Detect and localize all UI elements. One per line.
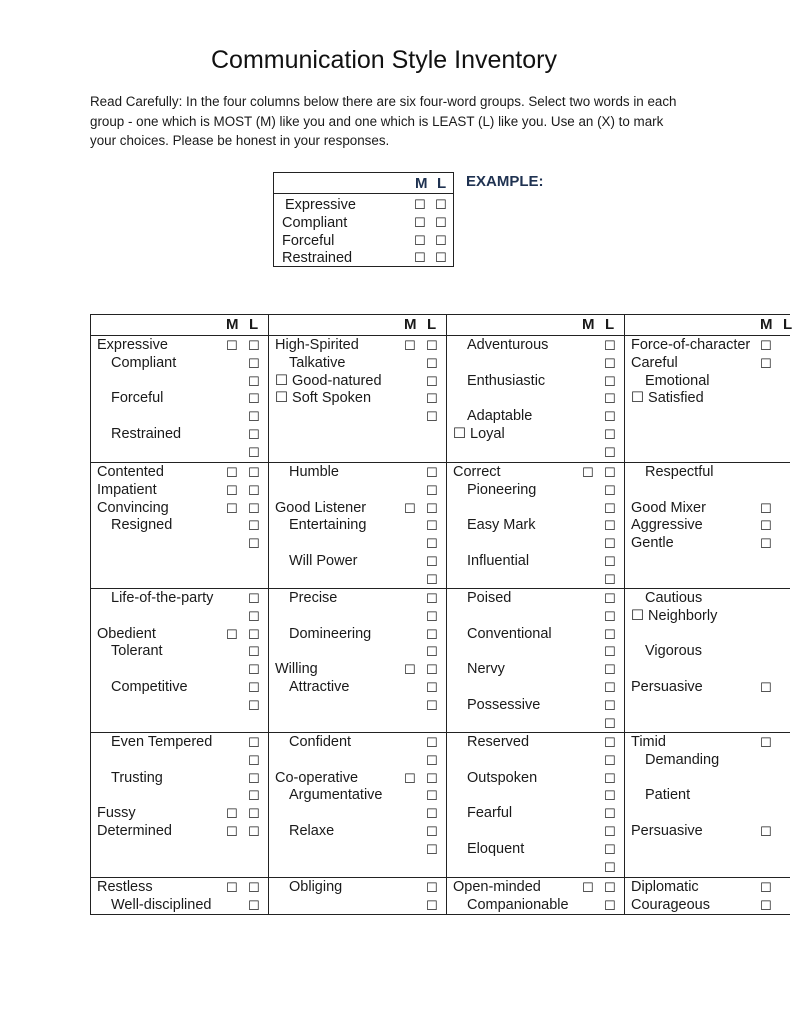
word-option: Timid <box>631 734 666 750</box>
word-option: Willing <box>275 661 318 678</box>
grid-row-line <box>90 588 790 589</box>
example-checkbox-least[interactable]: ☐ <box>435 233 447 248</box>
word-option: Gentle <box>631 535 674 552</box>
checkbox-least[interactable]: ☐ <box>248 591 260 606</box>
word-option: Well-disciplined <box>111 896 212 913</box>
checkbox-least[interactable]: ☐ <box>426 897 438 913</box>
checkbox-most[interactable]: ☐ <box>226 500 238 516</box>
checkbox-least[interactable]: ☐ <box>604 697 616 713</box>
checkbox-most[interactable]: ☐ <box>760 355 772 371</box>
checkbox-least[interactable]: ☐ <box>604 482 616 498</box>
checkbox-least[interactable]: ☐ <box>248 500 260 516</box>
checkbox-most[interactable]: ☐ <box>760 500 772 516</box>
word-option: Attractive <box>289 679 350 695</box>
word-option: Resigned <box>111 517 173 534</box>
example-row <box>274 249 453 267</box>
checkbox-least[interactable]: ☐ <box>426 806 438 822</box>
word-option: Nervy <box>467 661 505 678</box>
word-option: Expressive <box>97 337 168 353</box>
checkbox-least[interactable]: ☐ <box>248 788 260 804</box>
checkbox-least[interactable]: ☐ <box>426 788 438 804</box>
word-option: Vigorous <box>645 643 702 660</box>
checkbox-least[interactable]: ☐ <box>248 536 260 552</box>
word-option: Careful <box>631 354 678 371</box>
checkbox-least[interactable]: ☐ <box>426 752 438 768</box>
checkbox-most[interactable]: ☐ <box>404 662 416 678</box>
word-option: Influential <box>467 553 530 569</box>
word-option: Will Power <box>289 553 358 569</box>
checkbox-least[interactable]: ☐ <box>426 770 438 786</box>
word-option: Easy Mark <box>467 517 536 534</box>
example-word: Forceful <box>282 233 335 249</box>
word-option: Companionable <box>467 896 569 913</box>
checkbox-least[interactable]: ☐ <box>248 608 260 624</box>
checkbox-least[interactable]: ☐ <box>248 880 260 895</box>
checkbox-least[interactable]: ☐ <box>426 662 438 678</box>
checkbox-least[interactable]: ☐ <box>604 373 616 389</box>
word-group <box>626 734 772 876</box>
word-option: Argumentative <box>289 787 383 804</box>
word-option: Forceful <box>111 390 164 407</box>
checkbox-least[interactable]: ☐ <box>604 518 616 534</box>
word-option: Outspoken <box>467 769 538 786</box>
checkbox-least[interactable]: ☐ <box>248 373 260 389</box>
column-header-l: L <box>783 316 792 333</box>
word-option: Persuasive <box>631 823 703 839</box>
example-label: EXAMPLE: <box>466 173 544 190</box>
word-option: Force-of-character <box>631 337 751 353</box>
checkbox-least[interactable]: ☐ <box>426 391 438 407</box>
word-option: Cautious <box>645 590 703 606</box>
checkbox-least[interactable]: ☐ <box>426 518 438 534</box>
checkbox-least[interactable]: ☐ <box>426 841 438 857</box>
word-option: Respectful <box>645 464 714 480</box>
checkbox-least[interactable]: ☐ <box>426 500 438 516</box>
checkbox-most[interactable]: ☐ <box>582 880 594 895</box>
checkbox-most[interactable]: ☐ <box>226 338 238 353</box>
word-option: Competitive <box>111 679 188 695</box>
checkbox-most[interactable]: ☐ <box>404 500 416 516</box>
example-checkbox-least[interactable]: ☐ <box>435 197 447 212</box>
checkbox-least[interactable]: ☐ <box>604 608 616 624</box>
checkbox-most[interactable]: ☐ <box>760 338 772 353</box>
checkbox-least[interactable]: ☐ <box>604 770 616 786</box>
word-option: Adaptable <box>467 408 533 425</box>
example-row <box>274 196 453 214</box>
word-option: Restless <box>97 879 153 895</box>
word-option: Possessive <box>467 696 541 713</box>
word-option: Obedient <box>97 625 156 642</box>
word-group <box>270 734 444 876</box>
checkbox-least[interactable]: ☐ <box>604 626 616 642</box>
checkbox-least[interactable]: ☐ <box>604 644 616 660</box>
word-option: Patient <box>645 787 691 804</box>
checkbox-least[interactable]: ☐ <box>426 482 438 498</box>
checkbox-least[interactable]: ☐ <box>604 465 616 480</box>
instructions-text: Read Carefully: In the four columns below there are six four-word groups. Select two words in each group - one which is MOST (M) like you and one which is LEAST (L) like you. Use an (X) to mark your choices. Please be honest in your responses. <box>90 94 677 148</box>
checkbox-least[interactable]: ☐ <box>248 680 260 695</box>
checkbox-least[interactable]: ☐ <box>248 518 260 534</box>
word-group <box>626 337 772 461</box>
word-option: Adventurous <box>467 337 549 353</box>
checkbox-least[interactable]: ☐ <box>248 897 260 913</box>
checkbox-least[interactable]: ☐ <box>604 680 616 695</box>
checkbox-least[interactable]: ☐ <box>426 680 438 695</box>
checkbox-least[interactable]: ☐ <box>604 897 616 913</box>
word-option: Diplomatic <box>631 879 699 895</box>
checkbox-least[interactable]: ☐ <box>604 752 616 768</box>
example-checkbox-least[interactable]: ☐ <box>435 250 447 265</box>
checkbox-least[interactable]: ☐ <box>426 697 438 713</box>
checkbox-least[interactable]: ☐ <box>248 697 260 713</box>
word-option: Pioneering <box>467 481 537 498</box>
checkbox-least[interactable]: ☐ <box>604 500 616 516</box>
grid-column-line <box>446 314 447 914</box>
word-option: Reserved <box>467 734 530 750</box>
example-header <box>274 173 453 194</box>
checkbox-most[interactable]: ☐ <box>760 518 772 534</box>
checkbox-least[interactable]: ☐ <box>426 536 438 552</box>
word-group <box>92 464 266 587</box>
word-option: Conventional <box>467 625 552 642</box>
checkbox-most[interactable]: ☐ <box>760 880 772 895</box>
example-word: Restrained <box>282 250 353 266</box>
checkbox-least[interactable]: ☐ <box>426 735 438 750</box>
checkbox-least[interactable]: ☐ <box>248 770 260 786</box>
grid-row-line <box>90 732 790 733</box>
grid-column-line <box>268 314 269 914</box>
word-option: Eloquent <box>467 840 525 857</box>
word-option: Co-operative <box>275 769 359 786</box>
example-header-l: L <box>437 175 447 192</box>
example-checkbox-most[interactable]: ☐ <box>414 250 426 265</box>
word-option: Emotional <box>645 372 710 389</box>
column-header-m: M <box>582 316 595 333</box>
checkbox-least[interactable]: ☐ <box>248 338 260 353</box>
checkbox-least[interactable]: ☐ <box>426 355 438 371</box>
checkbox-most[interactable]: ☐ <box>226 880 238 895</box>
example-row <box>274 232 453 250</box>
word-option: Life-of-the-party <box>111 590 214 606</box>
word-group <box>92 337 266 461</box>
column-header-l: L <box>427 316 437 333</box>
checkbox-least[interactable]: ☐ <box>248 444 260 460</box>
example-row <box>274 214 453 232</box>
word-group <box>448 734 622 876</box>
checkbox-least[interactable]: ☐ <box>426 373 438 389</box>
example-checkbox-most[interactable]: ☐ <box>414 197 426 212</box>
checkbox-most[interactable]: ☐ <box>226 465 238 480</box>
checkbox-least[interactable]: ☐ <box>604 444 616 460</box>
word-option: High-Spirited <box>275 337 359 353</box>
example-checkbox-least[interactable]: ☐ <box>435 215 447 230</box>
example-checkbox-most[interactable]: ☐ <box>414 215 426 230</box>
grid-column-line <box>624 314 625 914</box>
checkbox-least[interactable]: ☐ <box>426 591 438 606</box>
word-group <box>448 879 622 913</box>
word-option: Restrained <box>111 426 182 442</box>
checkbox-least[interactable]: ☐ <box>426 554 438 569</box>
word-option: Impatient <box>97 481 157 498</box>
word-option: Even Tempered <box>111 734 213 750</box>
word-option: Open-minded <box>453 879 541 895</box>
checkbox-most[interactable]: ☐ <box>226 482 238 498</box>
word-option: ☐ Loyal <box>453 426 505 442</box>
example-word: Expressive <box>285 197 356 213</box>
checkbox-least[interactable]: ☐ <box>604 788 616 804</box>
word-option: Demanding <box>645 751 720 768</box>
word-option: ☐ Soft Spoken <box>275 390 372 407</box>
word-group <box>448 464 622 587</box>
page-title: Communication Style Inventory <box>211 46 557 74</box>
word-option: Domineering <box>289 625 372 642</box>
example-header-m: M <box>415 175 428 192</box>
column-header-m: M <box>760 316 773 333</box>
word-option: Confident <box>289 734 352 750</box>
column-header-l: L <box>605 316 615 333</box>
checkbox-least[interactable]: ☐ <box>604 554 616 569</box>
checkbox-most[interactable]: ☐ <box>226 824 238 839</box>
word-option: Talkative <box>289 354 346 371</box>
grid-row-line <box>90 877 790 878</box>
checkbox-least[interactable]: ☐ <box>426 571 438 587</box>
checkbox-most[interactable]: ☐ <box>760 680 772 695</box>
checkbox-most[interactable]: ☐ <box>404 770 416 786</box>
word-option: Precise <box>289 590 338 606</box>
checkbox-least[interactable]: ☐ <box>604 715 616 731</box>
checkbox-least[interactable]: ☐ <box>604 409 616 425</box>
word-option: Contented <box>97 464 164 480</box>
example-checkbox-most[interactable]: ☐ <box>414 233 426 248</box>
checkbox-least[interactable]: ☐ <box>426 465 438 480</box>
checkbox-least[interactable]: ☐ <box>248 752 260 768</box>
word-group <box>92 590 266 731</box>
word-group <box>448 337 622 461</box>
word-option: Trusting <box>111 769 163 786</box>
example-word: Compliant <box>282 215 348 231</box>
word-option: Relaxe <box>289 823 335 839</box>
checkbox-least[interactable]: ☐ <box>248 824 260 839</box>
word-option: Convincing <box>97 499 169 516</box>
word-group <box>270 590 444 731</box>
word-option: Fussy <box>97 805 136 822</box>
checkbox-most[interactable]: ☐ <box>226 626 238 642</box>
checkbox-least[interactable]: ☐ <box>604 859 616 875</box>
checkbox-least[interactable]: ☐ <box>426 880 438 895</box>
checkbox-least[interactable]: ☐ <box>426 824 438 839</box>
checkbox-least[interactable]: ☐ <box>248 662 260 678</box>
checkbox-least[interactable]: ☐ <box>604 662 616 678</box>
column-header-l: L <box>249 316 259 333</box>
word-option: Good Mixer <box>631 499 706 516</box>
word-group <box>448 590 622 731</box>
checkbox-most[interactable]: ☐ <box>760 824 772 839</box>
word-option: Determined <box>97 823 172 839</box>
word-group <box>626 590 772 731</box>
grid-column-line <box>90 314 91 914</box>
word-option: Persuasive <box>631 679 703 695</box>
grid-row-line <box>90 462 790 463</box>
word-option: Aggressive <box>631 517 703 534</box>
word-option: Tolerant <box>111 643 163 660</box>
word-group <box>626 879 772 913</box>
checkbox-least[interactable]: ☐ <box>604 355 616 371</box>
column-header-m: M <box>226 316 239 333</box>
grid-row-line <box>90 335 790 336</box>
word-group <box>270 879 444 913</box>
grid-row-line <box>90 314 790 315</box>
checkbox-least[interactable]: ☐ <box>248 427 260 442</box>
checkbox-least[interactable]: ☐ <box>604 806 616 822</box>
word-option: Good Listener <box>275 499 367 516</box>
checkbox-least[interactable]: ☐ <box>604 591 616 606</box>
word-option: Entertaining <box>289 517 367 534</box>
checkbox-most[interactable]: ☐ <box>760 735 772 750</box>
checkbox-least[interactable]: ☐ <box>248 391 260 407</box>
word-group <box>92 879 266 913</box>
checkbox-least[interactable]: ☐ <box>248 409 260 425</box>
checkbox-least[interactable]: ☐ <box>248 355 260 371</box>
checkbox-least[interactable]: ☐ <box>604 735 616 750</box>
word-option: Compliant <box>111 354 177 371</box>
checkbox-least[interactable]: ☐ <box>426 626 438 642</box>
checkbox-least[interactable]: ☐ <box>248 626 260 642</box>
word-option: Obliging <box>289 879 343 895</box>
inventory-grid <box>90 314 790 914</box>
checkbox-least[interactable]: ☐ <box>604 824 616 839</box>
word-option: Courageous <box>631 896 710 913</box>
column-header-m: M <box>404 316 417 333</box>
checkbox-least[interactable]: ☐ <box>248 644 260 660</box>
checkbox-least[interactable]: ☐ <box>248 482 260 498</box>
checkbox-least[interactable]: ☐ <box>426 608 438 624</box>
checkbox-least[interactable]: ☐ <box>426 338 438 353</box>
checkbox-most[interactable]: ☐ <box>760 897 772 913</box>
word-group <box>92 734 266 876</box>
checkbox-least[interactable]: ☐ <box>248 465 260 480</box>
checkbox-most[interactable]: ☐ <box>226 806 238 822</box>
word-group <box>270 337 444 461</box>
checkbox-least[interactable]: ☐ <box>604 571 616 587</box>
checkbox-least[interactable]: ☐ <box>604 880 616 895</box>
checkbox-most[interactable]: ☐ <box>404 338 416 353</box>
word-option: ☐ Satisfied <box>631 390 704 407</box>
word-option: Enthusiastic <box>467 372 546 389</box>
word-option: Correct <box>453 464 501 480</box>
word-option: Fearful <box>467 805 513 822</box>
checkbox-least[interactable]: ☐ <box>604 391 616 407</box>
word-option: Humble <box>289 464 339 480</box>
checkbox-most[interactable]: ☐ <box>760 536 772 552</box>
checkbox-least[interactable]: ☐ <box>426 409 438 425</box>
checkbox-least[interactable]: ☐ <box>604 841 616 857</box>
word-group <box>626 464 772 587</box>
checkbox-least[interactable]: ☐ <box>248 735 260 750</box>
checkbox-most[interactable]: ☐ <box>582 465 594 480</box>
checkbox-least[interactable]: ☐ <box>604 536 616 552</box>
word-group <box>270 464 444 587</box>
checkbox-least[interactable]: ☐ <box>248 806 260 822</box>
checkbox-least[interactable]: ☐ <box>426 644 438 660</box>
checkbox-least[interactable]: ☐ <box>604 338 616 353</box>
word-option: ☐ Good-natured <box>275 372 382 389</box>
word-option: Poised <box>467 590 512 606</box>
example-box <box>273 172 454 267</box>
word-option: ☐ Neighborly <box>631 607 718 624</box>
checkbox-least[interactable]: ☐ <box>604 427 616 442</box>
